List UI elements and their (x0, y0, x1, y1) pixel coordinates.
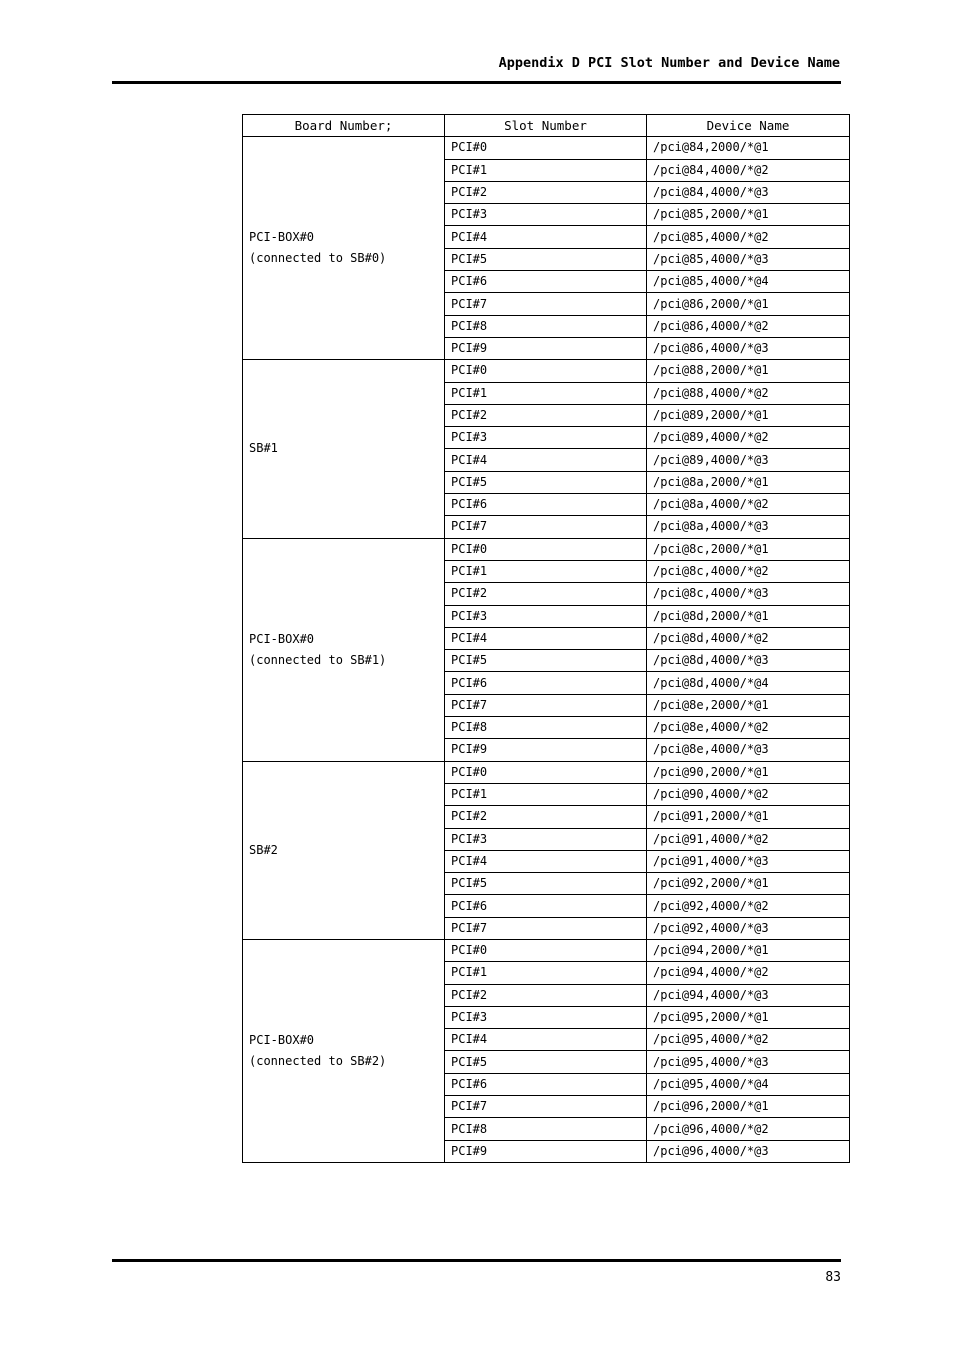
board-number-cell (243, 137, 445, 360)
device-name-cell: /pci@85,4000/*@4 (647, 271, 850, 293)
board-connection-note: (connected to SB#0) (249, 251, 387, 266)
device-name-cell: /pci@8a,2000/*@1 (647, 471, 850, 493)
device-name-cell: /pci@90,2000/*@1 (647, 761, 850, 783)
device-name-cell: /pci@94,4000/*@3 (647, 984, 850, 1006)
slot-number-cell: PCI#3 (445, 828, 647, 850)
device-name-cell: /pci@85,4000/*@2 (647, 226, 850, 248)
slot-number-cell: PCI#9 (445, 337, 647, 359)
slot-number-cell: PCI#3 (445, 427, 647, 449)
device-name-cell: /pci@92,2000/*@1 (647, 873, 850, 895)
slot-number-cell: PCI#3 (445, 605, 647, 627)
device-name-cell: /pci@91,2000/*@1 (647, 806, 850, 828)
slot-number-cell: PCI#2 (445, 984, 647, 1006)
slot-number-cell: PCI#1 (445, 962, 647, 984)
device-name-cell: /pci@86,2000/*@1 (647, 293, 850, 315)
device-name-cell: /pci@96,2000/*@1 (647, 1096, 850, 1118)
slot-number-cell: PCI#2 (445, 806, 647, 828)
device-name-cell: /pci@96,4000/*@2 (647, 1118, 850, 1140)
board-name: PCI-BOX#0 (249, 631, 315, 646)
column-header-board-number: Board Number; (243, 115, 445, 137)
slot-number-cell: PCI#6 (445, 1073, 647, 1095)
slot-number-cell: PCI#4 (445, 850, 647, 872)
device-name-cell: /pci@95,2000/*@1 (647, 1006, 850, 1028)
device-name-cell: /pci@84,4000/*@3 (647, 181, 850, 203)
device-name-cell: /pci@89,4000/*@3 (647, 449, 850, 471)
device-name-cell: /pci@8a,4000/*@2 (647, 494, 850, 516)
slot-number-cell: PCI#6 (445, 895, 647, 917)
board-name: SB#1 (249, 441, 278, 456)
slot-number-cell: PCI#5 (445, 248, 647, 270)
table-row (243, 137, 850, 159)
device-name-cell: /pci@8d,4000/*@3 (647, 650, 850, 672)
footer-rule (112, 1259, 841, 1262)
device-name-cell: /pci@88,4000/*@2 (647, 382, 850, 404)
device-name-cell: /pci@94,4000/*@2 (647, 962, 850, 984)
column-header-slot-number: Slot Number (445, 115, 647, 137)
slot-number-cell: PCI#5 (445, 650, 647, 672)
device-name-cell: /pci@8d,4000/*@2 (647, 627, 850, 649)
slot-number-cell: PCI#0 (445, 538, 647, 560)
column-header-device-name: Device Name (647, 115, 850, 137)
device-name-cell: /pci@94,2000/*@1 (647, 939, 850, 961)
device-name-cell: /pci@8c,4000/*@2 (647, 560, 850, 582)
pci-slot-table (242, 114, 850, 1163)
board-connection-note: (connected to SB#2) (249, 1053, 387, 1068)
table-row (243, 939, 850, 961)
board-number-cell (243, 538, 445, 761)
device-name-cell: /pci@90,4000/*@2 (647, 783, 850, 805)
slot-number-cell: PCI#1 (445, 382, 647, 404)
slot-number-cell: PCI#6 (445, 271, 647, 293)
slot-number-cell: PCI#7 (445, 293, 647, 315)
slot-number-cell: PCI#3 (445, 204, 647, 226)
slot-number-cell: PCI#9 (445, 739, 647, 761)
slot-number-cell: PCI#4 (445, 627, 647, 649)
device-name-cell: /pci@85,4000/*@3 (647, 248, 850, 270)
device-name-cell: /pci@88,2000/*@1 (647, 360, 850, 382)
slot-number-cell: PCI#1 (445, 159, 647, 181)
slot-number-cell: PCI#4 (445, 226, 647, 248)
device-name-cell: /pci@92,4000/*@3 (647, 917, 850, 939)
device-name-cell: /pci@95,4000/*@3 (647, 1051, 850, 1073)
device-name-cell: /pci@86,4000/*@2 (647, 315, 850, 337)
table-row (243, 360, 850, 382)
slot-number-cell: PCI#3 (445, 1006, 647, 1028)
board-name: PCI-BOX#0 (249, 230, 315, 245)
slot-number-cell: PCI#0 (445, 939, 647, 961)
slot-number-cell: PCI#7 (445, 1096, 647, 1118)
device-name-cell: /pci@92,4000/*@2 (647, 895, 850, 917)
slot-number-cell: PCI#2 (445, 181, 647, 203)
device-name-cell: /pci@8e,2000/*@1 (647, 694, 850, 716)
slot-number-cell: PCI#7 (445, 694, 647, 716)
slot-number-cell: PCI#4 (445, 449, 647, 471)
device-name-cell: /pci@89,2000/*@1 (647, 404, 850, 426)
slot-number-cell: PCI#2 (445, 404, 647, 426)
device-name-cell: /pci@8e,4000/*@3 (647, 739, 850, 761)
slot-number-cell: PCI#0 (445, 360, 647, 382)
slot-number-cell: PCI#5 (445, 471, 647, 493)
device-name-cell: /pci@86,4000/*@3 (647, 337, 850, 359)
table-row (243, 538, 850, 560)
slot-number-cell: PCI#6 (445, 494, 647, 516)
device-name-cell: /pci@91,4000/*@2 (647, 828, 850, 850)
board-name: SB#2 (249, 842, 278, 857)
board-number-cell (243, 761, 445, 939)
slot-number-cell: PCI#7 (445, 516, 647, 538)
slot-number-cell: PCI#5 (445, 873, 647, 895)
device-name-cell: /pci@95,4000/*@2 (647, 1029, 850, 1051)
device-name-cell: /pci@91,4000/*@3 (647, 850, 850, 872)
device-name-cell: /pci@95,4000/*@4 (647, 1073, 850, 1095)
device-name-cell: /pci@8c,4000/*@3 (647, 583, 850, 605)
device-name-cell: /pci@85,2000/*@1 (647, 204, 850, 226)
slot-number-cell: PCI#2 (445, 583, 647, 605)
table-body (243, 137, 850, 1163)
board-number-cell (243, 939, 445, 1162)
device-name-cell: /pci@96,4000/*@3 (647, 1140, 850, 1162)
device-name-cell: /pci@8d,4000/*@4 (647, 672, 850, 694)
slot-number-cell: PCI#4 (445, 1029, 647, 1051)
slot-number-cell: PCI#8 (445, 717, 647, 739)
device-name-cell: /pci@8d,2000/*@1 (647, 605, 850, 627)
header-rule (112, 81, 841, 84)
slot-number-cell: PCI#8 (445, 315, 647, 337)
device-name-cell: /pci@8e,4000/*@2 (647, 717, 850, 739)
device-name-cell: /pci@8a,4000/*@3 (647, 516, 850, 538)
slot-number-cell: PCI#7 (445, 917, 647, 939)
slot-number-cell: PCI#0 (445, 761, 647, 783)
page-header-title: Appendix D PCI Slot Number and Device Name (498, 55, 840, 71)
board-name: PCI-BOX#0 (249, 1032, 315, 1047)
board-number-cell (243, 360, 445, 538)
table-row (243, 761, 850, 783)
device-name-cell: /pci@84,2000/*@1 (647, 137, 850, 159)
device-name-cell: /pci@84,4000/*@2 (647, 159, 850, 181)
table-header-row (243, 115, 850, 137)
slot-number-cell: PCI#8 (445, 1118, 647, 1140)
slot-number-cell: PCI#1 (445, 783, 647, 805)
slot-number-cell: PCI#9 (445, 1140, 647, 1162)
slot-number-cell: PCI#1 (445, 560, 647, 582)
slot-number-cell: PCI#6 (445, 672, 647, 694)
device-name-cell: /pci@8c,2000/*@1 (647, 538, 850, 560)
page-number: 83 (825, 1270, 841, 1285)
slot-number-cell: PCI#5 (445, 1051, 647, 1073)
device-name-cell: /pci@89,4000/*@2 (647, 427, 850, 449)
slot-number-cell: PCI#0 (445, 137, 647, 159)
board-connection-note: (connected to SB#1) (249, 652, 387, 667)
